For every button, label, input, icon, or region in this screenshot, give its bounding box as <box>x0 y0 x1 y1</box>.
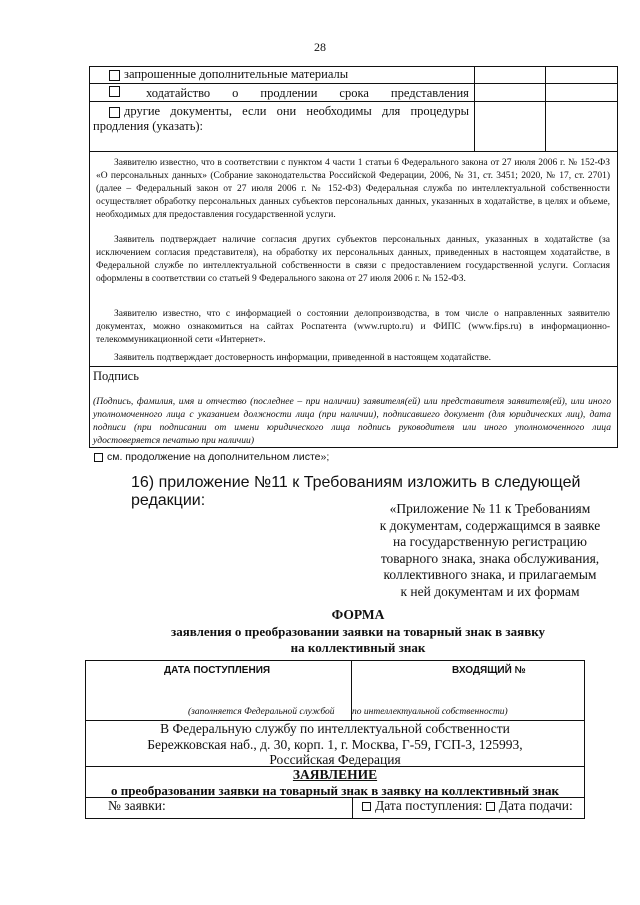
checkbox-icon[interactable] <box>109 70 120 81</box>
checkbox-icon[interactable] <box>109 107 120 118</box>
signature-label: Подпись <box>93 369 139 383</box>
notice-paragraph: Заявитель подтверждает достоверность информации, приведенной в настоящем ходатайстве. <box>114 353 491 363</box>
row-word: продлении <box>260 86 318 100</box>
appendix-line: «Приложение № 11 к Требованиям <box>389 501 591 516</box>
addressee-line: Российская Федерация <box>269 752 401 767</box>
row-word: ходатайство <box>145 86 211 100</box>
appendix-line: коллективного знака, и прилагаемым <box>383 567 597 582</box>
table-cell-empty <box>474 66 546 84</box>
table-cell-empty <box>545 66 618 84</box>
continuation-note: см. продолжение на дополнительном листе»; <box>107 451 330 463</box>
item-16-heading: 16) приложение №11 к Требованиям изложить в следующей редакции: <box>131 474 581 509</box>
row-word: представления <box>390 86 469 100</box>
page-number: 28 <box>314 40 326 54</box>
appendix-header <box>360 501 620 600</box>
fill-note: по интеллектуальной собственности) <box>352 707 508 717</box>
form-subtitle: заявления о преобразовании заявки на товарный знак в заявку <box>170 624 546 639</box>
checkbox-icon[interactable] <box>486 802 495 811</box>
checkbox-icon[interactable] <box>94 453 103 462</box>
date-received-label: ДАТА ПОСТУПЛЕНИЯ <box>164 665 271 676</box>
appendix-line: к документам, содержащимся в заявке <box>379 517 601 533</box>
fill-note: (заполняется Федеральной службой <box>188 707 335 717</box>
notice-paragraph: Заявителю известно, что с информацией о состоянии делопроизводства, в том числе о направленных заявителю документах, можно ознакомиться на сайтах Роспатента (www.rupto.ru) и ФИПС (www.fips.ru) в информационно-телекоммуникационной сети «Интернет». <box>96 309 610 345</box>
appendix-line: к ней документам и их формам <box>400 583 580 599</box>
addressee-line: В Федеральную службу по интеллектуальной собственности <box>160 721 510 736</box>
appendix-line: на государственную регистрацию <box>393 534 587 549</box>
date-receipt-label: Дата поступления: <box>375 798 483 813</box>
row-word: о <box>232 86 239 100</box>
checkbox-icon[interactable] <box>109 86 120 97</box>
addressee <box>85 721 585 768</box>
appendix-line: товарного знака, знака обслуживания, <box>380 550 600 566</box>
application-number-label: № заявки: <box>108 798 166 813</box>
table-cell-empty <box>545 83 618 102</box>
form-subtitle: на коллективный знак <box>290 640 426 655</box>
checkbox-icon[interactable] <box>362 802 371 811</box>
date-filing-label: Дата подачи: <box>498 798 573 813</box>
notice-paragraph: Заявитель подтверждает наличие согласия других субъектов персональных данных, указанных в ходатайстве (за исключением согласия представителя), на обработку их персональных данных, приведенных в настоящем ходатайстве, в Федеральной службе по интеллектуальной собственности в связи с предоставлением государственной услуги. Согласия оформлены в соответствии со статьей 9 Федерального закона от 27 июля 2006 г. № 152-ФЗ. <box>96 235 610 284</box>
table-cell-empty <box>474 101 546 152</box>
statement-subtitle: о преобразовании заявки на товарный знак в заявку на коллективный знак <box>110 783 560 798</box>
signature-note: (Подпись, фамилия, имя и отчество (последнее – при наличии) заявителя(ей) или представителя заявителя(ей), или иного уполномоченного лица с указанием должности лица (при наличии), подписавшего документ (для юридических лиц), дата подписи (при подписании от имени юридического лица подпись руководителя или иного уполномоченного лица удостоверяется печатью при наличии) <box>93 396 611 446</box>
row-word: срока <box>339 86 369 100</box>
addressee-line: Бережковская наб., д. 30, корп. 1, г. Москва, Г-59, ГСП-3, 125993, <box>147 736 523 752</box>
row-label: запрошенные дополнительные материалы <box>124 67 349 81</box>
row-label: продления (указать): <box>93 119 204 133</box>
form-title: ФОРМА <box>331 607 385 622</box>
table-cell-empty <box>545 101 618 152</box>
incoming-number-label: ВХОДЯЩИЙ № <box>452 665 526 676</box>
statement-title: ЗАЯВЛЕНИЕ <box>292 767 378 782</box>
table-cell-empty <box>474 83 546 102</box>
row-label: другие документы, если они необходимы для процедуры <box>124 104 469 118</box>
notice-paragraph: Заявителю известно, что в соответствии с пунктом 4 части 1 статьи 6 Федерального закона от 27 июля 2006 г. № 152-ФЗ «О персональных данных» (Собрание законодательства Российской Федерации, 2006, № 31, ст. 3451; 2020, № 17, ст. 2701) (далее – Федеральный закон от 27 июля 2006 г. № 152-ФЗ) Федеральная служба по интеллектуальной собственности осуществляет обработку персональных данных субъектов персональных данных, указанных в ходатайстве, в целях и объеме, необходимых для предоставления государственной услуги. <box>96 158 610 220</box>
